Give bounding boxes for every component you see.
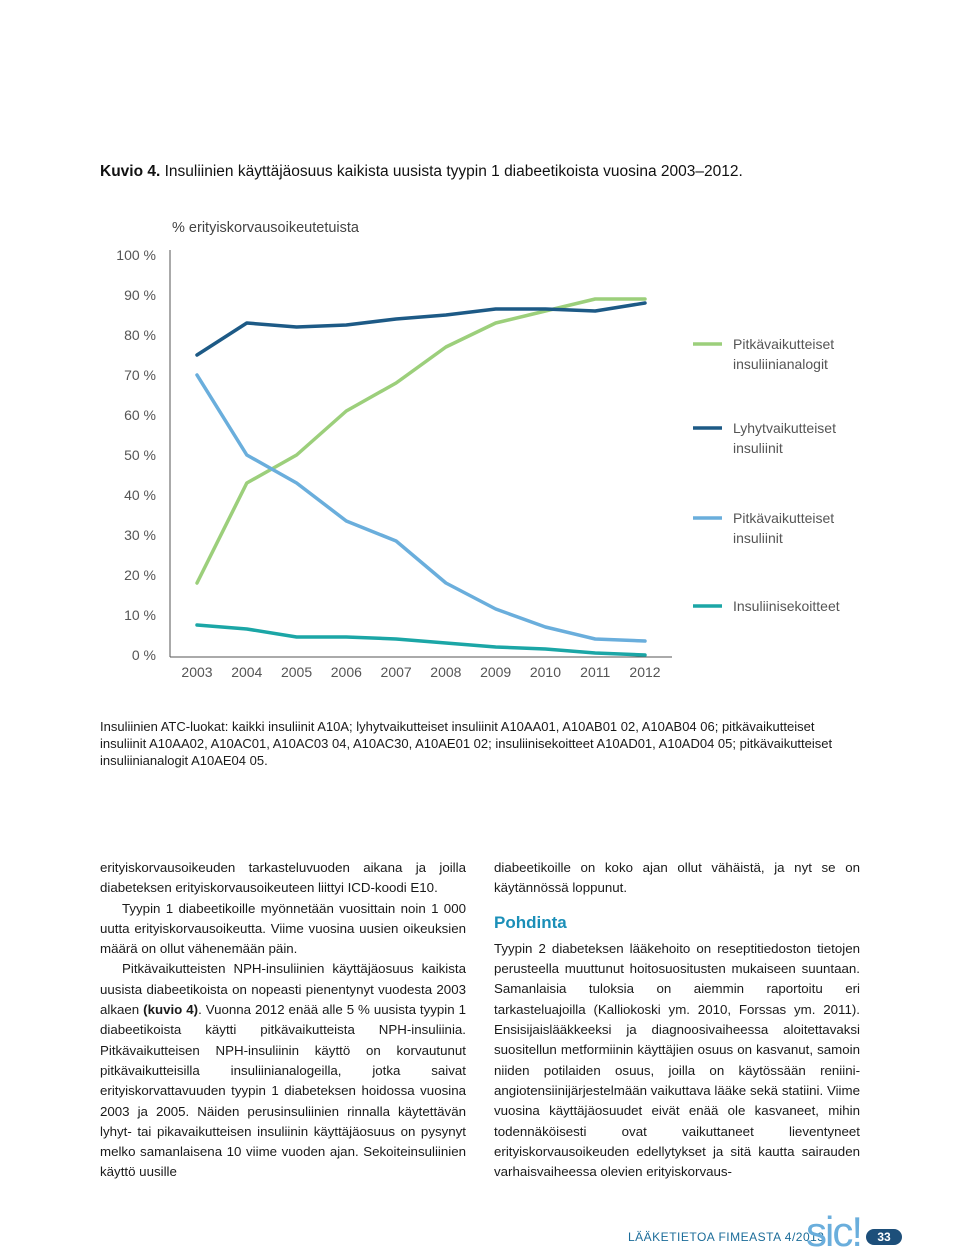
- legend-label: Lyhytvaikutteiset insuliinit: [733, 420, 836, 456]
- series-lines: [197, 299, 645, 655]
- y-tick-label: 0 %: [131, 647, 156, 663]
- legend-label: Pitkävaikutteiset insuliinianalogit: [733, 336, 835, 372]
- right-paragraph-1: diabeetikoille on koko ajan ollut vähäistä, ja nyt se on käytännössä loppunut.: [494, 860, 860, 896]
- legend-label: Pitkävaikutteiset insuliinit: [733, 510, 835, 546]
- publication-name: LÄÄKETIETOA FIMEASTA 4/2013: [628, 1230, 825, 1244]
- x-tick-label: 2008: [430, 664, 462, 680]
- figure-reference: (kuvio 4): [143, 1002, 199, 1018]
- x-tick-label: 2007: [380, 664, 412, 680]
- series-line: [197, 375, 645, 641]
- page-number: 33: [866, 1229, 902, 1245]
- x-tick-label: 2006: [330, 664, 362, 680]
- right-paragraph-2: Tyypin 2 diabeteksen lääkehoito on reseptitiedoston tietojen perusteella muuttunut hoitosuositusten mukaiseen suuntaan. Samanlaisia tuloksia on aiemmin raportoitu eri tarkasteluajoilla (Kalliokoski ym. 2010, Forssas ym. 2011). Ensisijaislääkkeeksi ja diagnoosivaiheessa aloitettavaksi suositellun metformiinin käyttäjien osuus on kasvanut, samoin niiden potilaiden osuus, joilla on käytössään reniini-angiotensiinijärjestelmään vaikuttava lääke sekä statiini. Viime vuosina käyttäjäosuudet eivät enää ole kasvaneet, mihin todennäköisesti ovat vaikuttaneet lieventyneet erityiskorvausoikeuden edellytykset ja sitä kautta sairauden varhaisvaiheessa olevien erityiskorvaus-: [494, 940, 860, 1180]
- left-paragraph-2: Tyypin 1 diabeetikoille myönnetään vuosittain noin 1 000 uutta erityiskorvausoikeutta. Viime vuosina uusien oikeuksien määrä on ollut vähenemään päin.: [100, 900, 466, 957]
- left-paragraph-3: [100, 959, 466, 1182]
- legend-label: Insuliinisekoitteet: [733, 598, 840, 614]
- x-tick-label: 2003: [181, 664, 213, 680]
- legend: [693, 336, 840, 614]
- left-paragraph-3-text-b: . Vuonna 2012 enää alle 5 % uusista tyypin 1 diabeetikoista käytti pitkävaikutteista NPH-insuliinia. Pitkävaikutteisen NPH-insuliinin käyttö on korvautunut pitkävaikutteisilla insuliinianalogeilla, jotka saivat erityiskorvattavuuden tyypin 1 diabeteksen hoidossa vuosina 2003 ja 2005. Näiden perusinsuliinien rinnalla käytettävän lyhyt- tai pikavaikutteisen insuliinin käyttäjäosuus on pysynyt melko samanlaisena 10 viime vuoden ajan. Sekoiteinsuliinien käyttö uusille: [100, 1002, 466, 1180]
- figure-caption-text: Insuliinien käyttäjäosuus kaikista uusista tyypin 1 diabeetikoista vuosina 2003–2012.: [164, 163, 743, 180]
- x-tick-label: 2010: [529, 664, 562, 680]
- x-tick-label: 2009: [480, 664, 512, 680]
- series-line: [197, 625, 645, 655]
- y-tick-label: 40 %: [124, 487, 156, 503]
- right-text-column: [494, 858, 860, 1182]
- y-tick-label: 60 %: [124, 407, 156, 423]
- x-tick-label: 2004: [231, 664, 263, 680]
- x-tick-label: 2005: [280, 664, 313, 680]
- sic-logo: [806, 1208, 862, 1250]
- y-tick-labels: [116, 247, 156, 663]
- y-tick-label: 70 %: [124, 367, 156, 383]
- y-tick-label: 100 %: [116, 247, 156, 263]
- section-heading: Pohdinta: [494, 912, 567, 932]
- series-line: [197, 299, 645, 583]
- y-axis-title: % erityiskorvausoikeutetuista: [172, 220, 359, 236]
- y-tick-label: 20 %: [124, 567, 156, 583]
- y-tick-label: 10 %: [124, 607, 156, 623]
- left-paragraph-3-text-a: Pitkävaikutteisten NPH-insuliinien käyttäjäosuus kaikista uusista diabeetikoista on nopeasti pienentynyt vuodesta 2003 alkaen: [100, 961, 466, 1018]
- sic-logo-text: sic!: [806, 1208, 861, 1250]
- y-tick-label: 50 %: [124, 447, 156, 463]
- atc-classification-note: Insuliinien ATC-luokat: kaikki insuliinit A10A; lyhytvaikutteiset insuliinit A10AA01, A10AB01 02, A10AB04 06; pitkävaikutteiset insuliinit A10AA02, A10AC01, A10AC03 04, A10AC30, A10AE01 02; insuliinisekoitteet A10AD01, A10AD04 05; pitkävaikutteiset insuliinianalogit A10AE04 05.: [100, 719, 833, 768]
- y-tick-label: 90 %: [124, 287, 156, 303]
- x-tick-label: 2012: [629, 664, 661, 680]
- y-tick-label: 30 %: [124, 527, 156, 543]
- y-tick-label: 80 %: [124, 327, 156, 343]
- series-line: [197, 303, 645, 355]
- x-tick-label: 2011: [580, 664, 611, 680]
- left-paragraph-1: erityiskorvausoikeuden tarkasteluvuoden aikana ja joilla diabeteksen erityiskorvausoikeuteen liittyi ICD-koodi E10.: [100, 860, 466, 896]
- figure-number: Kuvio 4.: [100, 163, 161, 180]
- x-tick-labels: [181, 664, 660, 680]
- left-text-column: [100, 858, 466, 1183]
